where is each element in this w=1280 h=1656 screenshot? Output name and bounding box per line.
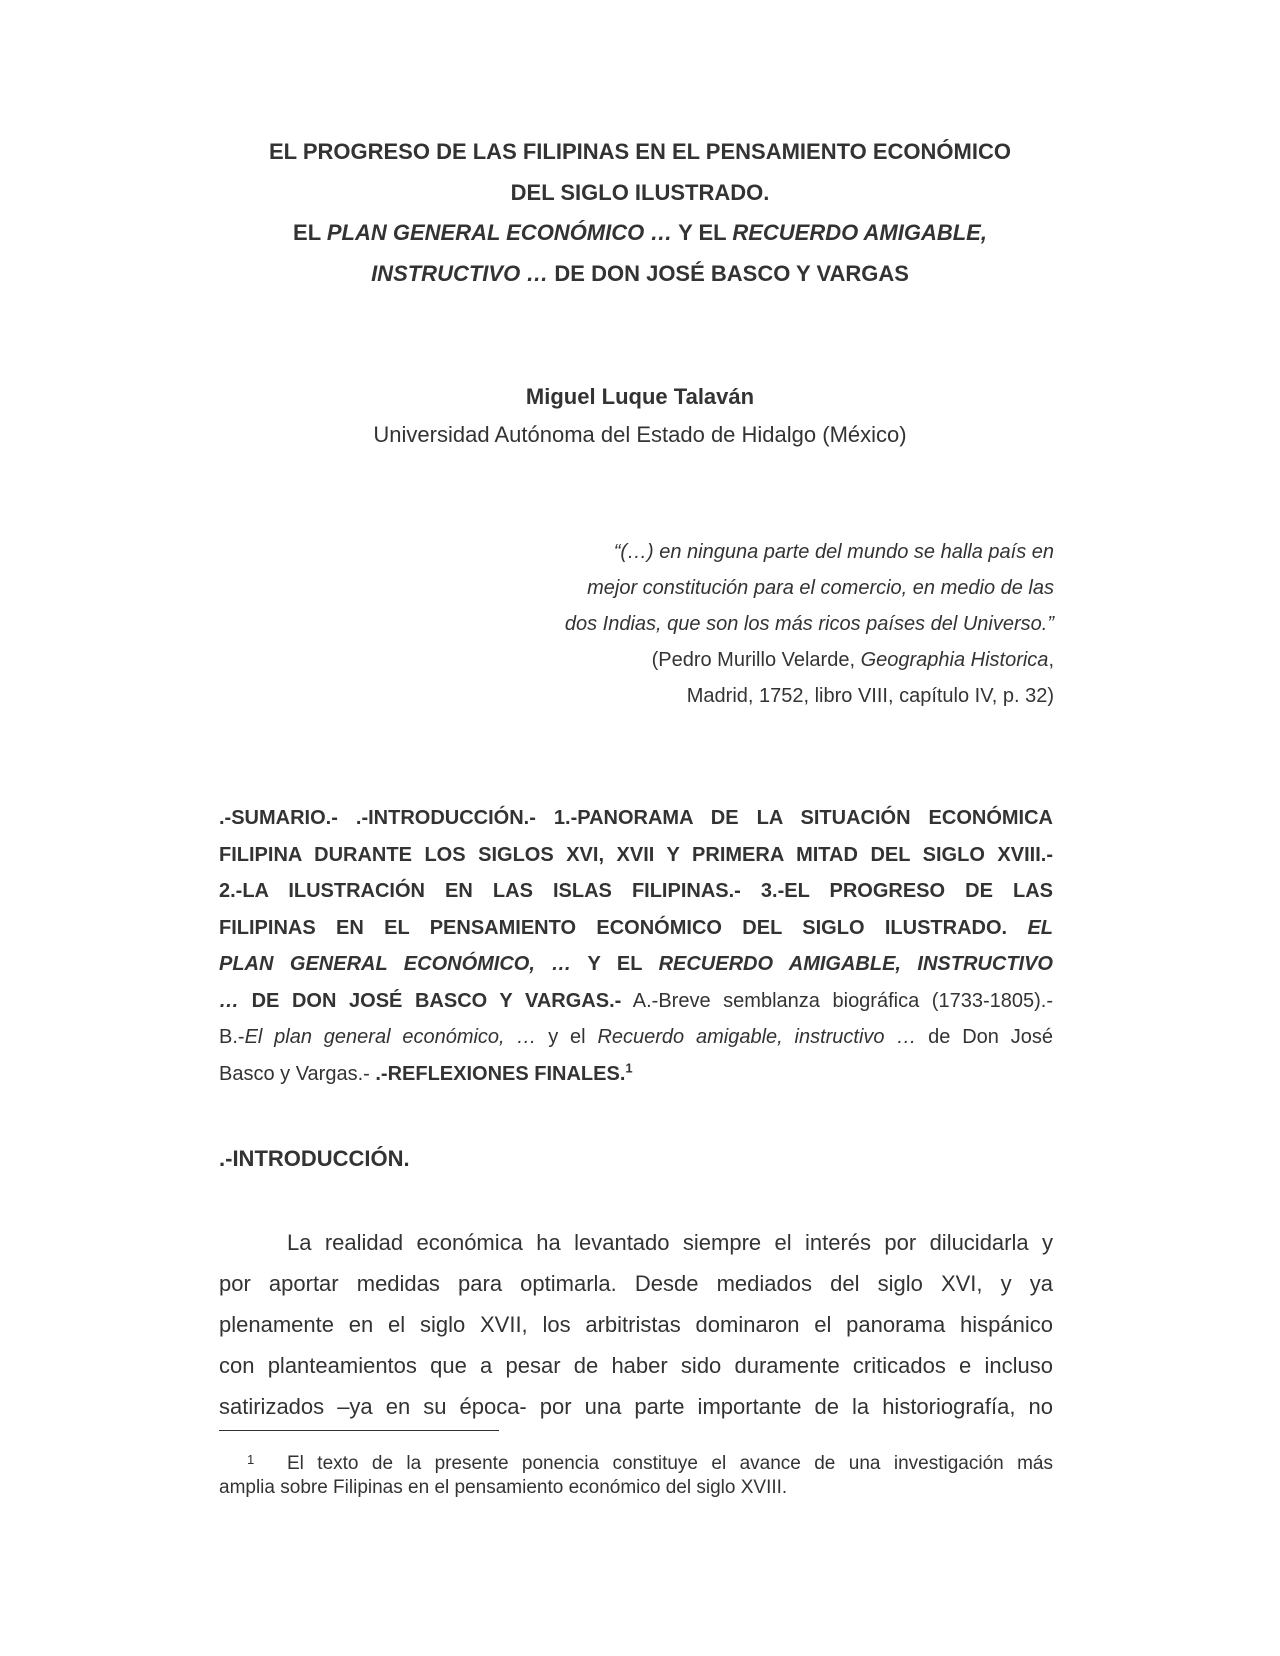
epigraph xyxy=(494,534,1054,714)
footnote-separator xyxy=(219,1430,499,1431)
footnote-line: amplia sobre Filipinas en el pensamiento económico del siglo XVIII. xyxy=(219,1477,788,1498)
footnote-reference[interactable]: 1 xyxy=(625,1059,633,1075)
footnote-line: 1 El texto de la presente ponencia constituye el avance de una investigación más xyxy=(219,1452,1053,1476)
title-line-1: EL PROGRESO DE LAS FILIPINAS EN EL PENSAMIENTO ECONÓMICO xyxy=(269,139,1011,164)
body-line: satirizados –ya en su época- por una parte importante de la historiografía, no xyxy=(219,1394,1053,1419)
epigraph-quote-line: mejor constitución para el comercio, en medio de las xyxy=(587,577,1054,599)
author-name: Miguel Luque Talaván xyxy=(525,384,755,409)
summary-block xyxy=(219,800,1053,1092)
epigraph-citation-line: (Pedro Murillo Velarde, Geographia Historica, xyxy=(651,649,1054,671)
summary-line: FILIPINA DURANTE LOS SIGLOS XVI, XVII Y PRIMERA MITAD DEL SIGLO XVIII.- xyxy=(219,843,1053,866)
title-line-4: INSTRUCTIVO … DE DON JOSÉ BASCO Y VARGAS xyxy=(371,260,909,286)
summary-line: B.-El plan general económico, … y el Recuerdo amigable, instructivo … de Don José xyxy=(219,1026,1053,1048)
epigraph-quote-line: “(…) en ninguna parte del mundo se halla país en xyxy=(613,541,1054,563)
body-line: La realidad económica ha levantado siempre el interés por dilucidarla y xyxy=(287,1230,1053,1255)
body-line: plenamente en el siglo XVII, los arbitristas dominaron el panorama hispánico xyxy=(219,1312,1053,1337)
summary-line: .-SUMARIO.- .-INTRODUCCIÓN.- 1.-PANORAMA DE LA SITUACIÓN ECONÓMICA xyxy=(219,807,1053,829)
summary-line: FILIPINAS EN EL PENSAMIENTO ECONÓMICO DEL SIGLO ILUSTRADO. EL xyxy=(219,916,1053,939)
title-line-2: DEL SIGLO ILUSTRADO. xyxy=(510,179,770,205)
body-line: por aportar medidas para optimarla. Desde mediados del siglo XVI, y ya xyxy=(219,1271,1053,1296)
epigraph-citation-line: Madrid, 1752, libro VIII, capítulo IV, p. 32) xyxy=(686,685,1054,707)
summary-line: … DE DON JOSÉ BASCO Y VARGAS.- A.-Breve semblanza biográfica (1733-1805).- xyxy=(219,989,1053,1012)
body-paragraph xyxy=(219,1222,1053,1427)
summary-line: Basco y Vargas.- .-REFLEXIONES FINALES.$^1$ xyxy=(219,1059,633,1085)
summary-line: PLAN GENERAL ECONÓMICO, … Y EL RECUERDO AMIGABLE, INSTRUCTIVO xyxy=(219,953,1053,975)
summary-line: 2.-LA ILUSTRACIÓN EN LAS ISLAS FILIPINAS.- 3.-EL PROGRESO DE LAS xyxy=(219,880,1053,902)
body-line: con planteamientos que a pesar de haber sido duramente criticados e incluso xyxy=(219,1353,1053,1378)
title-line-3: EL PLAN GENERAL ECONÓMICO … Y EL RECUERDO AMIGABLE, xyxy=(293,220,987,245)
author-affiliation: Universidad Autónoma del Estado de Hidalgo (México) xyxy=(373,422,907,447)
epigraph-quote-line: dos Indias, que son los más ricos países del Universo.” xyxy=(564,613,1054,635)
footnote-mark: 1 xyxy=(247,1452,255,1467)
paper-title xyxy=(200,132,1080,294)
footnote xyxy=(219,1452,1053,1500)
section-heading: .-INTRODUCCIÓN. xyxy=(219,1146,410,1171)
